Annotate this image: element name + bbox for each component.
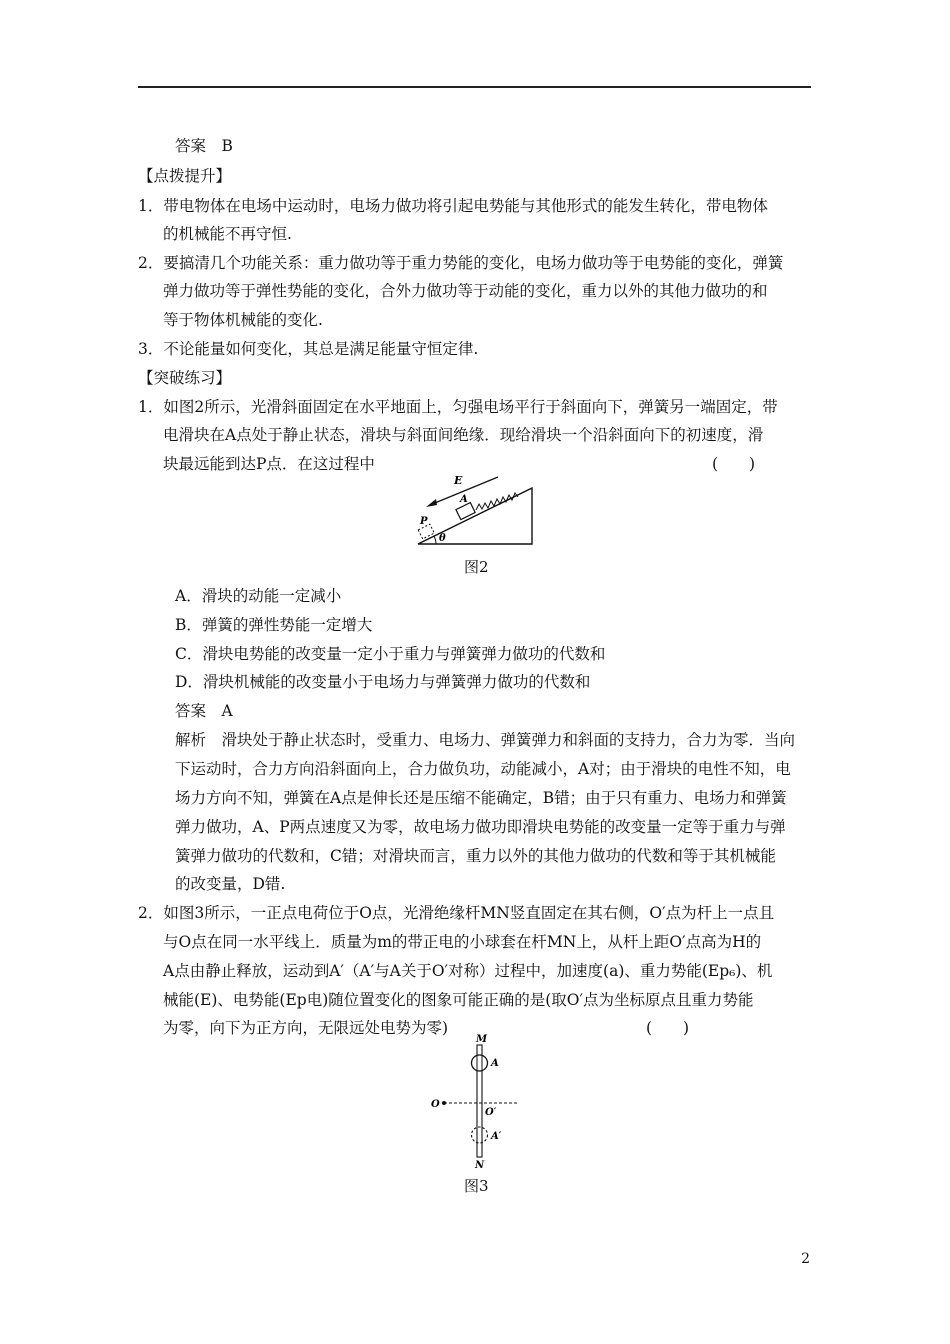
q1-analysis-2: 下运动时，合力方向沿斜面向上，合力做负功，动能减小，A对；由于滑块的电性不知，电: [175, 760, 791, 778]
q1-analysis-6: 的改变量，D错.: [175, 875, 286, 893]
point-charge-O: [442, 1101, 446, 1105]
tips-line-5: 等于物体机械能的变化.: [163, 311, 323, 329]
q1-stem-2: 电滑块在A点处于静止状态，滑块与斜面间绝缘．现给滑块一个沿斜面向下的初速度，滑: [163, 426, 764, 444]
q1-analysis-5: 簧弹力做功的代数和，C错；对滑块而言，重力以外的其他力做功的代数和等于其机械能: [175, 847, 776, 865]
ball-A: [472, 1055, 488, 1071]
q1-option-a: A．滑块的动能一定减小: [175, 587, 342, 605]
q1-option-b: B．弹簧的弹性势能一定增大: [175, 616, 373, 634]
q2-stem-4: 械能(E)、电势能(Ep电)随位置变化的图象可能正确的是(取O′点为坐标原点且重力势能: [163, 991, 754, 1009]
q1-analysis-3: 场力方向不知，弹簧在A点是伸长还是压缩不能确定，B错；由于只有重力、电场力和弹簧: [175, 789, 787, 807]
header-rule: [138, 86, 811, 88]
tips-line-6: 3．不论能量如何变化，其总是满足能量守恒定律.: [138, 340, 479, 358]
q1-stem-3: 块最远能到达P点．在这过程中: [163, 455, 375, 473]
q2-answer-bracket: ( ): [646, 1019, 690, 1037]
q1-answer-bracket: ( ): [712, 455, 756, 473]
tips-line-4: 弹力做功等于弹性势能的变化，合外力做功等于动能的变化，重力以外的其他力做功的和: [163, 282, 768, 300]
q1-analysis-1: 解析 滑块处于静止状态时，受重力、电场力、弹簧弹力和斜面的支持力，合力为零．当向: [175, 731, 796, 749]
label-O-prime: O′: [485, 1107, 497, 1118]
label-O: O: [431, 1099, 440, 1110]
q2-stem-3: A点由静止释放，运动到A′（A′与A关于O′对称）过程中，加速度(a)、重力势能(Ep₆)、机: [163, 962, 773, 980]
label-N: N: [475, 1160, 485, 1170]
figure-2-incline: [410, 468, 540, 548]
q2-stem-1: 2．如图3所示，一正点电荷位于O点，光滑绝缘杆MN竖直固定在其右侧，O′点为杆上一点且: [138, 904, 775, 922]
q1-option-d: D．滑块机械能的改变量小于电场力与弹簧弹力做功的代数和: [175, 673, 591, 691]
q1-stem-1: 1．如图2所示，光滑斜面固定在水平地面上，匀强电场平行于斜面向下，弹簧另一端固定，带: [138, 398, 778, 416]
tips-line-3: 2．要搞清几个功能关系：重力做功等于重力势能的变化，电场力做功等于电势能的变化，弹簧: [138, 254, 784, 272]
figure-3-caption: 图3: [464, 1177, 489, 1195]
field-arrow-head: [426, 499, 437, 507]
label-A-prime: A′: [491, 1131, 502, 1142]
tips-heading: 【点拨提升】: [138, 167, 232, 185]
label-A: A: [460, 494, 468, 505]
figure-2-caption: 图2: [464, 558, 489, 576]
label-A: A: [491, 1058, 499, 1069]
practice-heading: 【突破练习】: [138, 369, 232, 387]
label-M: M: [476, 1034, 488, 1045]
label-P: P: [420, 516, 428, 527]
q2-stem-5: 为零，向下为正方向，无限远处电势为零): [163, 1019, 449, 1037]
q1-analysis-4: 弹力做功，A、P两点速度又为零，故电场力做功即滑块电势能的改变量一定等于重力与弹: [175, 818, 786, 836]
tips-line-2: 的机械能不再守恒.: [163, 225, 292, 243]
q2-stem-2: 与O点在同一水平线上．质量为m的带正电的小球套在杆MN上，从杆上距O′点高为H的: [163, 933, 762, 951]
tips-line-1: 1．带电物体在电场中运动时，电场力做功将引起电势能与其他形式的能发生转化，带电物体: [138, 197, 768, 215]
figure-3-rod: [420, 1030, 530, 1170]
angle-arc: [434, 536, 436, 544]
q1-answer: 答案 A: [175, 702, 233, 720]
label-theta: θ: [439, 533, 446, 544]
label-E: E: [454, 474, 463, 487]
prev-answer: 答案 B: [175, 137, 233, 155]
spring: [476, 493, 518, 510]
page-number: 2: [801, 1251, 810, 1267]
q1-option-c: C．滑块电势能的改变量一定小于重力与弹簧弹力做功的代数和: [175, 645, 606, 663]
